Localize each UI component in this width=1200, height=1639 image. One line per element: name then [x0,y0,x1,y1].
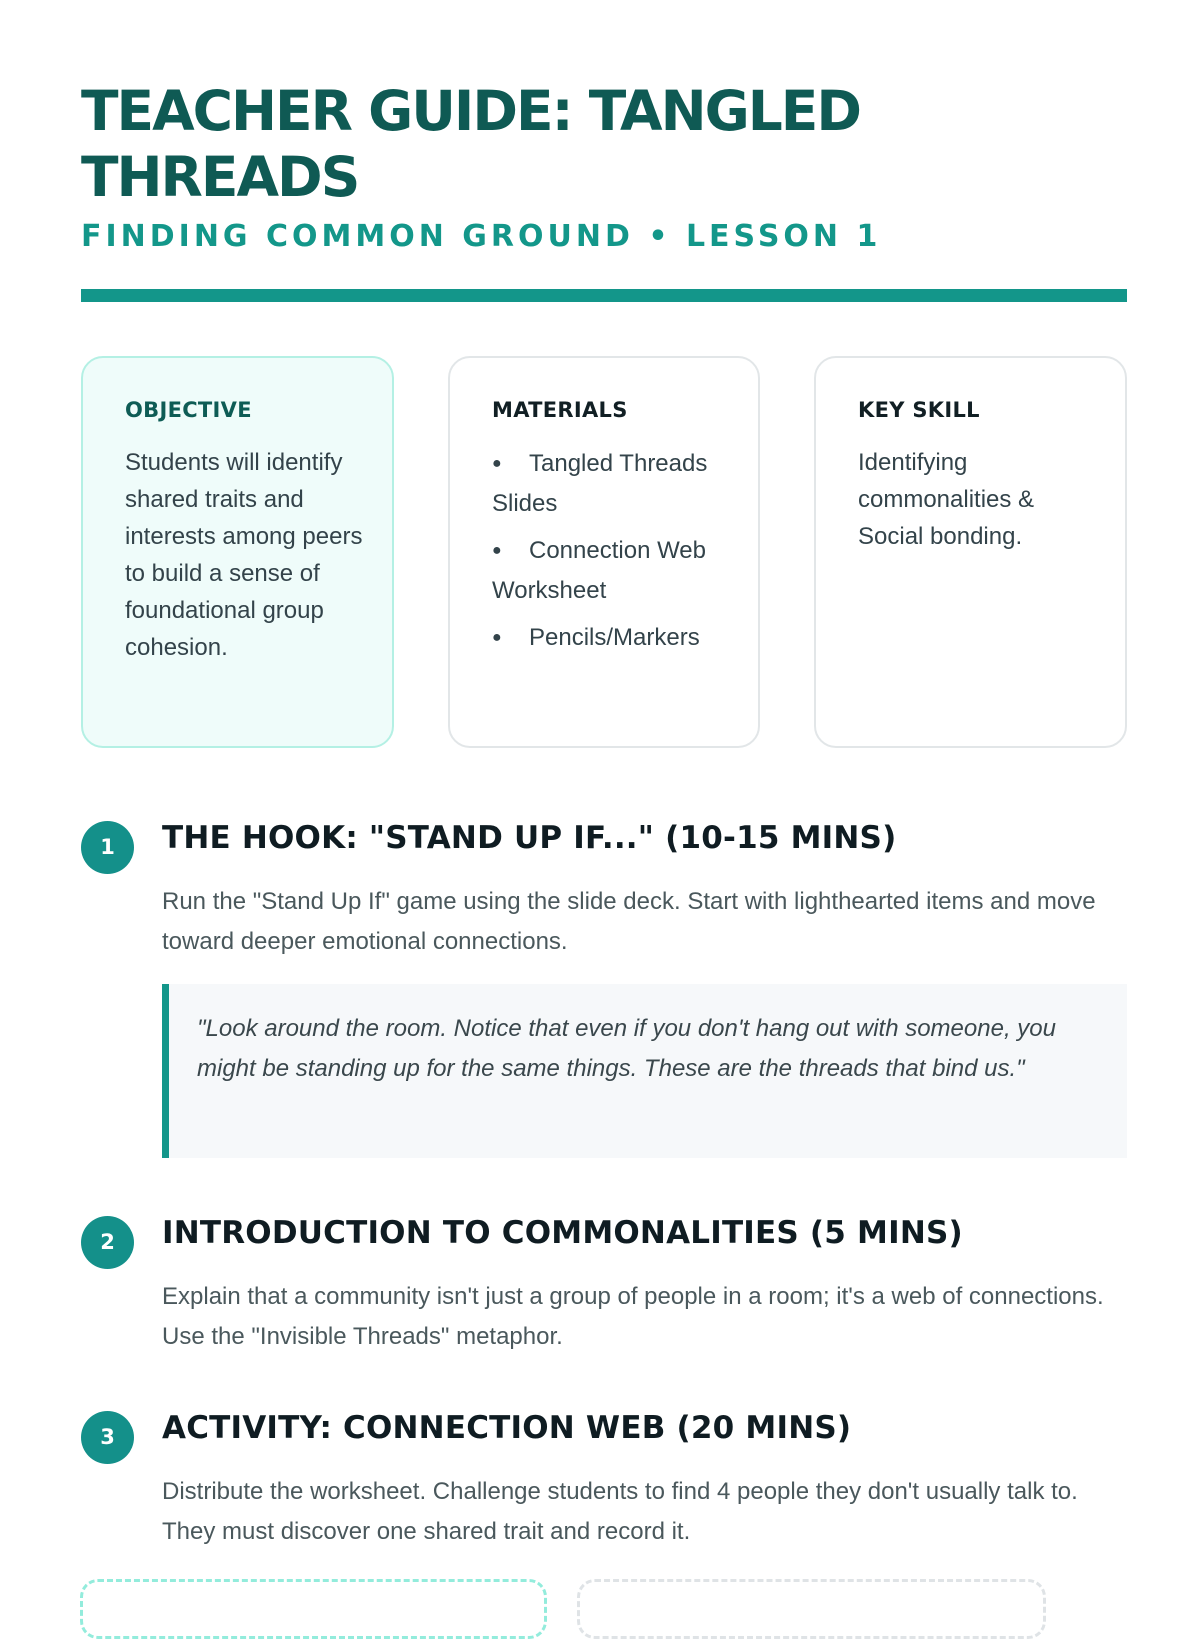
step-description: Distribute the worksheet. Challenge students to find 4 people they don't usually talk to. They must discover one shared trait and record it. [162,1478,1078,1545]
materials-item: ● Tangled Threads Slides [492,444,712,524]
worksheet-box [80,1579,547,1639]
bullet-icon: ● [492,455,502,472]
materials-title: MATERIALS [492,398,628,422]
step-description: Run the "Stand Up If" game using the slide deck. Start with lighthearted items and move toward deeper emotional connections. [162,888,1096,955]
objective-text: Students will identify shared traits and interests among peers to build a sense of foundational group cohesion. [125,449,363,661]
bullet-icon: ● [492,542,502,559]
step-number-badge: 2 [81,1216,134,1269]
key-skill-title: KEY SKILL [858,398,980,422]
materials-list [492,444,712,658]
step-number-badge: 1 [81,821,134,874]
page-subtitle: FINDING COMMON GROUND • LESSON 1 [81,219,882,254]
step-title: THE HOOK: "STAND UP IF..." (10-15 MINS) [162,820,897,856]
teacher-script-quote: "Look around the room. Notice that even if you don't hang out with someone, you might be standing up for the same things. These are the threads that bind us." [162,984,1127,1158]
step-description: Explain that a community isn't just a group of people in a room; it's a web of connections. Use the "Invisible Threads" metaphor. [162,1283,1104,1350]
materials-item: ● Pencils/Markers [492,618,712,658]
objective-title: OBJECTIVE [125,398,252,422]
step-title: ACTIVITY: CONNECTION WEB (20 MINS) [162,1410,852,1446]
objective-card [81,356,394,748]
worksheet-box [577,1579,1046,1639]
materials-item: ● Connection Web Worksheet [492,531,712,611]
key-skill-text: Identifying commonalities & Social bonding. [858,449,1035,550]
bullet-icon: ● [492,629,502,646]
header-divider [81,289,1127,302]
materials-card [448,356,760,748]
page-title: TEACHER GUIDE: TANGLED THREADS [81,79,861,209]
step-number-badge: 3 [81,1411,134,1464]
key-skill-card [814,356,1127,748]
step-title: INTRODUCTION TO COMMONALITIES (5 MINS) [162,1215,963,1251]
